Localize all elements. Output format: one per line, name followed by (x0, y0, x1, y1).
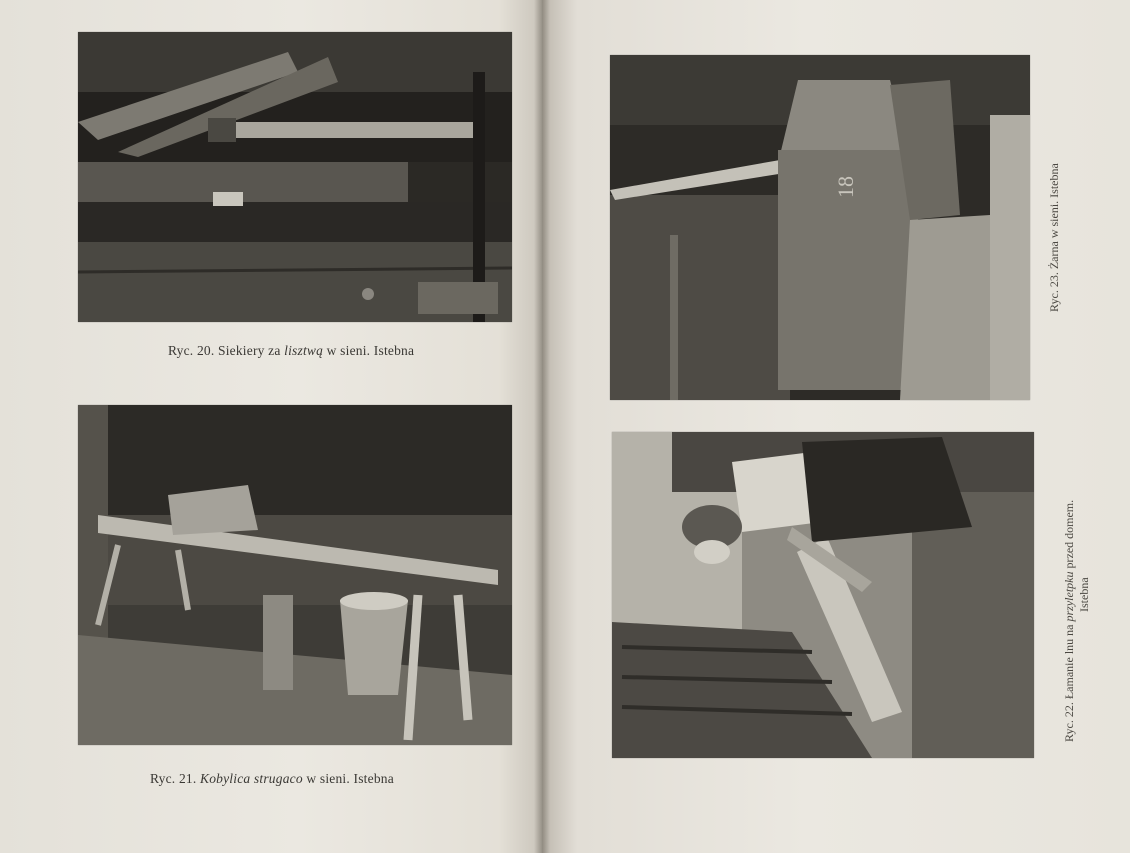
caption-fig20-suffix: w sieni. Istebna (323, 343, 415, 358)
caption-fig20-italic: lisztwą (284, 343, 324, 358)
book-gutter (534, 0, 550, 853)
caption-fig21 (150, 771, 394, 787)
caption-fig21-italic: Kobylica strugaco (200, 771, 303, 786)
caption-fig20 (168, 343, 414, 359)
caption-fig22-suffix: przed domem. (1062, 499, 1076, 572)
photo-axes (78, 32, 512, 322)
photo-flax-breaking (612, 432, 1034, 758)
photo-shaving-horse (78, 405, 512, 745)
photo-quern (610, 55, 1030, 400)
caption-fig21-suffix: w sieni. Istebna (302, 771, 394, 786)
caption-fig21-prefix: Ryc. 21. (150, 771, 201, 786)
caption-fig23: Ryc. 23. Żarna w sieni. Istebna (1047, 163, 1061, 312)
caption-fig22-italic: przyletpku (1062, 571, 1076, 622)
millstone-number: 18 (833, 176, 858, 198)
caption-fig22-line1 (1062, 500, 1077, 742)
caption-fig22-line2: Istebna (1077, 577, 1091, 612)
caption-fig20-prefix: Ryc. 20. Siekiery za (168, 343, 285, 358)
caption-fig22-prefix: Ryc. 22. Łamanie lnu na (1062, 621, 1076, 742)
